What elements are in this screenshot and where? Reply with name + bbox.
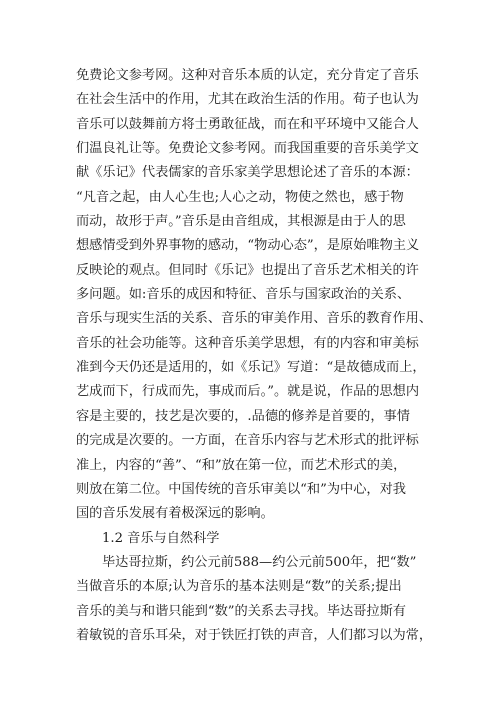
text-line: 毕达哥拉斯，约公元前588—约公元前500年，把“数” xyxy=(102,554,417,570)
text-line: 音乐可以鼓舞前方将士勇敢征战，而在和平环境中又能合人 xyxy=(76,116,419,132)
text-line: 准到今天仍还是适用的，如《乐记》写道：“是故德成而上， xyxy=(76,360,426,376)
text-line: 在社会生活中的作用，尤其在政治生活的作用。荀子也认为 xyxy=(76,92,419,108)
paragraph-1 xyxy=(76,64,436,527)
text-line: 音乐的社会功能等。这种音乐美学思想，有的内容和审美标 xyxy=(76,335,419,351)
text-line: 着敏锐的音乐耳朵，对于铁匠打铁的声音，人们都习以为常， xyxy=(76,627,433,643)
body-text xyxy=(76,64,436,648)
text-line: 容是主要的，技艺是次要的，.品德的修养是首要的，事情 xyxy=(76,408,410,424)
text-line: 免费论文参考网。这种对音乐本质的认定，充分肯定了音乐 xyxy=(76,68,419,83)
text-line: 当做音乐的本原;认为音乐的基本法则是“数”的关系;提出 xyxy=(76,579,402,595)
text-line: 音乐与现实生活的关系、音乐的审美作用、音乐的教育作用、 xyxy=(76,311,433,327)
text-line: 多问题。如:音乐的成因和特征、音乐与国家政治的关系、 xyxy=(76,287,411,303)
text-line: 艺成而下，行成而先，事成而后。”。就是说，作品的思想内 xyxy=(76,384,420,400)
text-line: 想感情受到外界事物的感动，“物动心态”，是原始唯物主义 xyxy=(76,238,420,254)
text-line: 的完成是次要的。一方面，在音乐内容与艺术形式的批评标 xyxy=(76,433,419,449)
text-line: 反映论的观点。但同时《乐记》也提出了音乐艺术相关的许 xyxy=(76,262,419,278)
text-line: 们温良礼让等。免费论文参考网。而我国重要的音乐美学文 xyxy=(76,141,419,157)
text-line: “凡音之起，由人心生也;人心之动，物使之然也，感于物 xyxy=(76,189,404,205)
text-line: 国的音乐发展有着极深远的影响。 xyxy=(76,506,274,522)
text-line: 则放在第二位。中国传统的音乐审美以“和”为中心，对我 xyxy=(76,481,406,497)
text-line: 献《乐记》代表儒家的音乐家美学思想论述了音乐的本源： xyxy=(76,165,419,181)
text-line: 而动，故形于声。”音乐是由音组成，其根源是由于人的思 xyxy=(76,214,406,230)
text-line: 准上，内容的“善”、“和”放在第一位，而艺术形式的美， xyxy=(76,457,407,473)
text-line: 音乐的美与和谐只能到“数”的关系去寻找。毕达哥拉斯有 xyxy=(76,603,406,619)
paragraph-2 xyxy=(76,551,436,648)
section-heading: 1.2 音乐与自然科学 xyxy=(102,530,220,546)
